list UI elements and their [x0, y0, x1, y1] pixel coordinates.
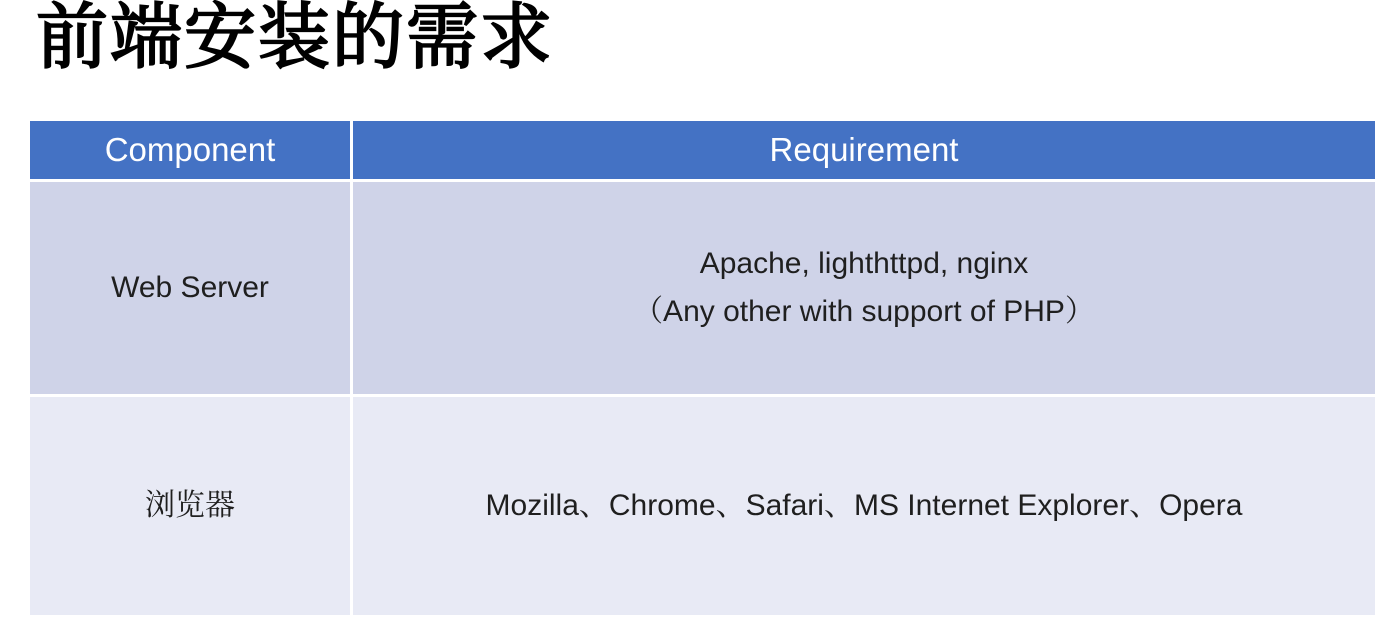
requirement-cell: Mozilla、Chrome、Safari、MS Internet Explorer、Opera	[353, 397, 1375, 615]
requirement-line: Apache, lighthttpd, nginx	[699, 247, 1029, 280]
column-header-requirement: Requirement	[353, 121, 1375, 179]
component-cell: Web Server	[30, 182, 350, 394]
component-cell: 浏览器	[30, 397, 350, 615]
requirements-table	[27, 118, 1378, 618]
requirement-cell	[353, 182, 1375, 394]
table-row-browser	[30, 397, 1375, 615]
table-header-row	[30, 121, 1375, 179]
table-row-web-server	[30, 182, 1375, 394]
requirement-line: （Any other with support of PHP）	[633, 295, 1095, 328]
column-header-component: Component	[30, 121, 350, 179]
page-title: 前端安装的需求	[36, 0, 555, 78]
